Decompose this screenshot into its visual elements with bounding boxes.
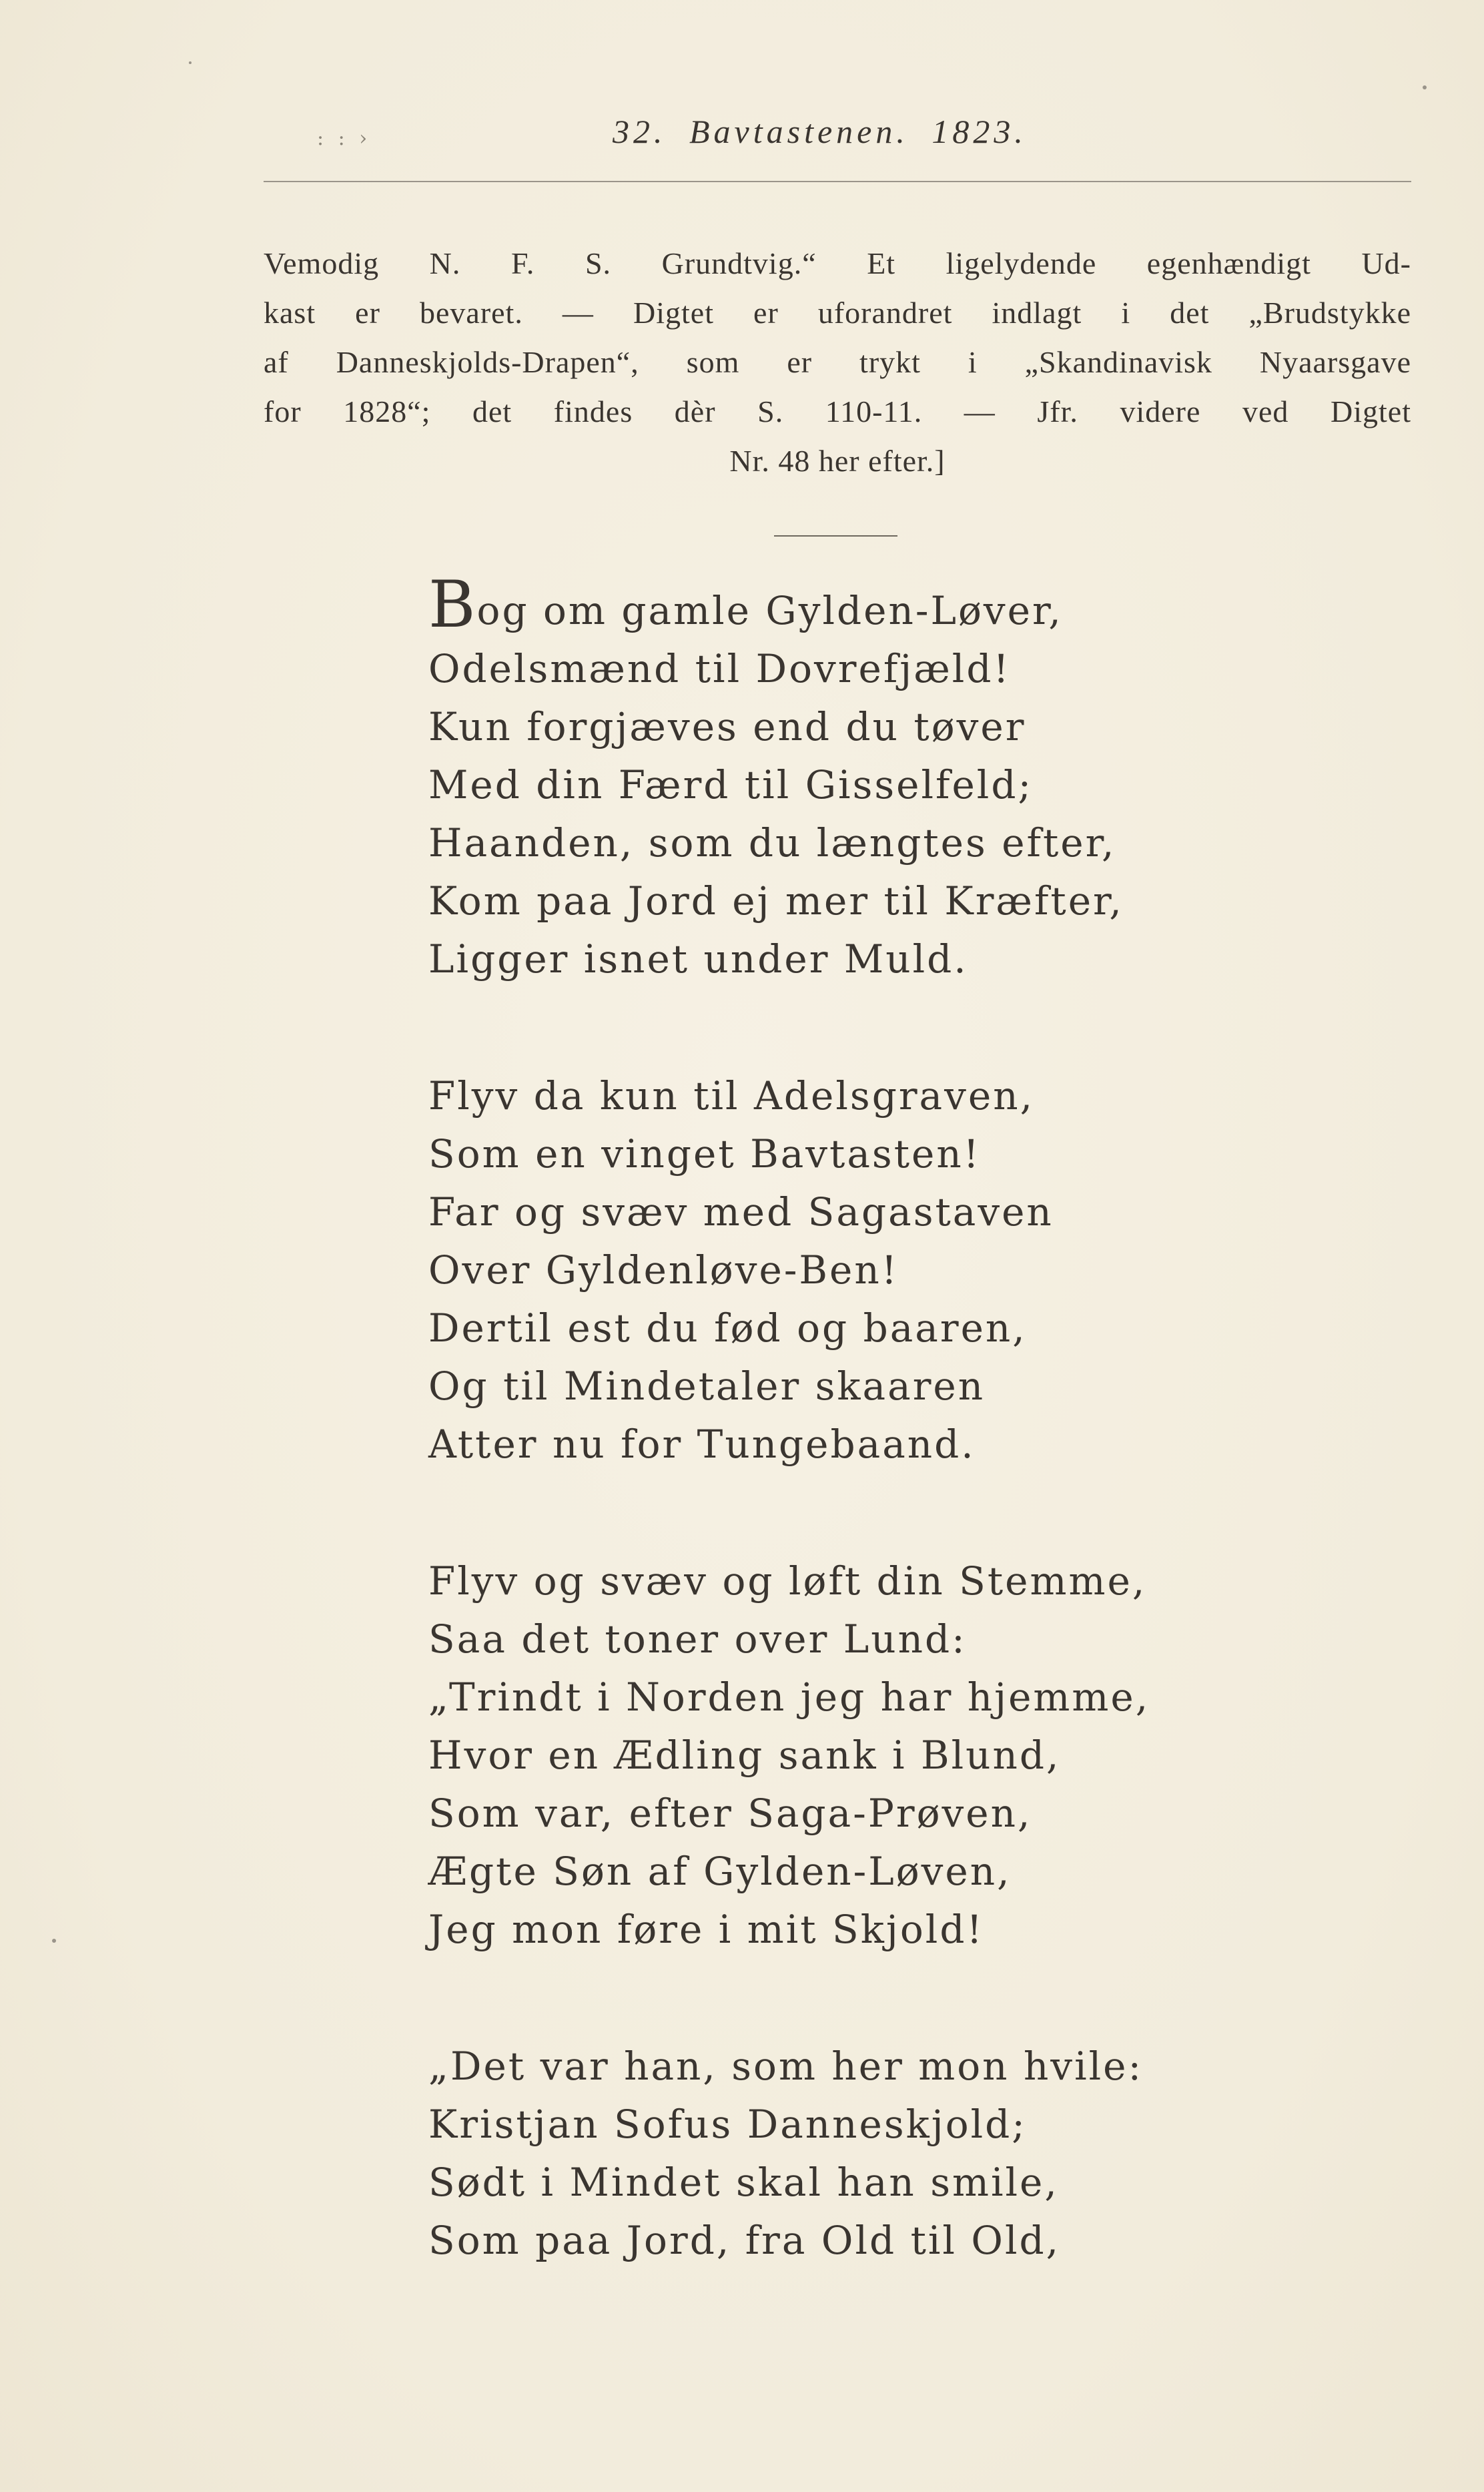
editorial-note [264, 239, 1411, 486]
paper-speck [1423, 85, 1427, 89]
poem-body [428, 567, 1389, 2270]
verse-line-rest: og om gamle Gylden-Løver, [476, 588, 1063, 633]
poem-number: 32. [613, 113, 667, 150]
paper-speck [52, 1939, 56, 1943]
verse-line: Flyv da kun til Adelsgraven, [428, 1073, 1035, 1119]
verse-line: Kristjan Sofus Danneskjold; [428, 2102, 1027, 2147]
verse-line [428, 567, 1389, 642]
note-line: Vemodig N. F. S. Grundtvig.“ Et ligelydende egenhændigt Ud- [264, 246, 1411, 280]
verse-line: Kun forgjæves end du tøver [428, 704, 1026, 749]
verse-line: Haanden, som du længtes efter, [428, 820, 1116, 866]
drop-cap: B [428, 567, 476, 642]
verse-line: Kom paa Jord ej mer til Kræfter, [428, 878, 1124, 924]
verse-line: Som en vinget Bavtasten! [428, 1131, 981, 1177]
verse-line: Som paa Jord, fra Old til Old, [428, 2218, 1061, 2263]
poem-title: Bavtastenen. [689, 113, 909, 150]
verse-line: Hvor en Ædling sank i Blund, [428, 1733, 1061, 1778]
verse-line: Ligger isnet under Muld. [428, 936, 968, 982]
page-header [267, 112, 1401, 159]
verse-line: Med din Færd til Gisselfeld; [428, 762, 1033, 808]
verse-line: Over Gyldenløve-Ben! [428, 1247, 899, 1293]
verse-line: Sødt i Mindet skal han smile, [428, 2160, 1059, 2205]
verse-line: Ægte Søn af Gylden-Løven, [428, 1849, 1012, 1894]
page-mark: : : › [317, 127, 372, 150]
paper-speck [189, 61, 192, 64]
stanza-2 [428, 1067, 1389, 1474]
section-divider [774, 535, 897, 537]
poem-year: 1823. [932, 113, 1027, 150]
verse-line: Jeg mon føre i mit Skjold! [428, 1907, 984, 1952]
note-line: af Danneskjolds-Drapen“, som er trykt i „Skandinavisk Nyaarsgave [264, 345, 1411, 379]
verse-line: Atter nu for Tungebaand. [428, 1422, 976, 1467]
running-title [613, 112, 1027, 151]
verse-line: Som var, efter Saga-Prøven, [428, 1791, 1032, 1836]
stanza-1 [428, 567, 1389, 988]
verse-line: „Det var han, som her mon hvile: [428, 2044, 1144, 2089]
stanza-3 [428, 1552, 1389, 1959]
note-line: kast er bevaret. — Digtet er uforandret indlagt i det „Brudstykke [264, 296, 1411, 330]
stanza-4 [428, 2038, 1389, 2270]
verse-line: Odelsmænd til Dovrefjæld! [428, 646, 1011, 691]
verse-line: Flyv og svæv og løft din Stemme, [428, 1558, 1147, 1604]
verse-line: Og til Mindetaler skaaren [428, 1363, 986, 1409]
verse-line: Dertil est du fød og baaren, [428, 1305, 1027, 1351]
verse-line: Saa det toner over Lund: [428, 1616, 967, 1662]
header-rule [264, 181, 1411, 182]
note-line: Nr. 48 her efter.] [729, 444, 946, 478]
verse-line: „Trindt i Norden jeg har hjemme, [428, 1674, 1150, 1720]
verse-line: Far og svæv med Sagastaven [428, 1189, 1054, 1235]
note-line: for 1828“; det findes dèr S. 110-11. — Jfr. videre ved Digtet [264, 394, 1411, 428]
